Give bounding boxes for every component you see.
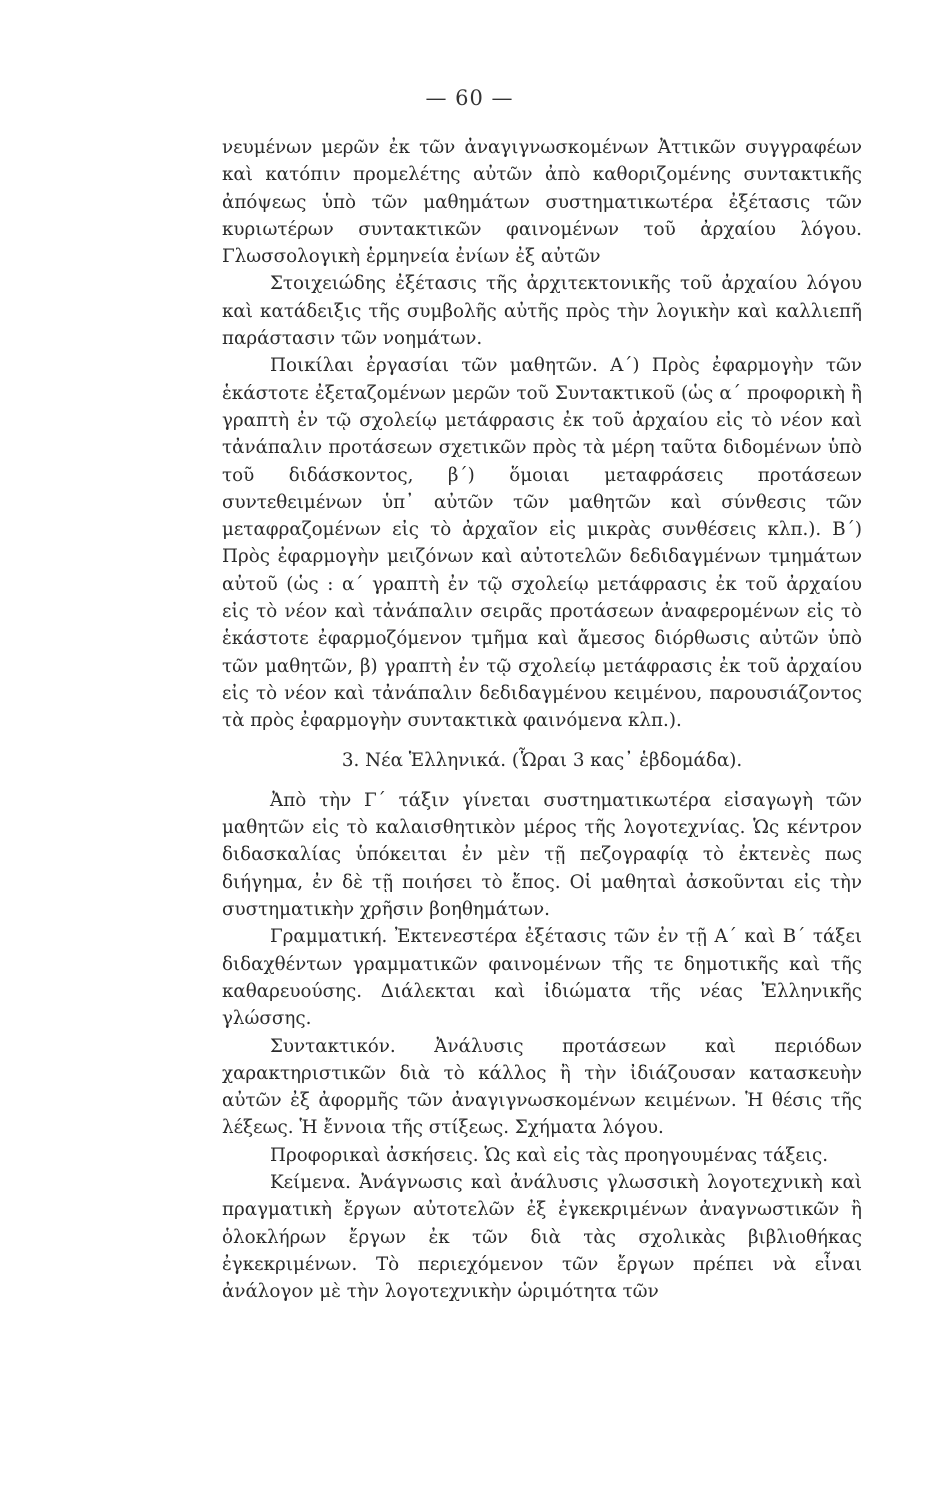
paragraph-student-exercises: Ποικίλαι ἐργασίαι τῶν μαθητῶν. Α΄) Πρὸς ἐφαρμογὴν τῶν ἑκάστοτε ἐξεταζομένων μερῶν τοῦ Συντακτικοῦ (ὡς α΄ προφορικὴ ἢ γραπτὴ ἐν τῷ σχολείῳ μετάφρασις ἐκ τοῦ ἀρχαίου εἰς τὸ νέον καὶ τἀνάπαλιν προτάσεων σχετικῶν πρὸς τὰ μέρη ταῦτα διδομένων ὑπὸ τοῦ διδάσκοντος, β΄) ὅμοιαι μεταφράσεις προτάσεων συντεθειμένων ὑπ᾽ αὐτῶν τῶν μαθητῶν καὶ σύνθεσις τῶν μεταφραζομένων εἰς τὸ ἀρχαῖον εἰς μικρὰς συνθέσεις κλπ.). Β΄) Πρὸς ἐφαρμογὴν μειζόνων καὶ αὐτοτελῶν δεδιδαγμένων τμημάτων αὐτοῦ (ὡς : α΄ γραπτὴ ἐν τῷ σχολείῳ μετάφρασις ἐκ τοῦ ἀρχαίου εἰς τὸ νέον καὶ τἀνάπαλιν σειρᾶς προτάσεων ἀναφερομένων εἰς τὸ ἑκάστοτε ἐφαρμοζόμενον τμῆμα καὶ ἄμεσος διόρθωσις αὐτῶν ὑπὸ τῶν μαθητῶν, β) γραπτὴ ἐν τῷ σχολείῳ μετάφρασις ἐκ τοῦ ἀρχαίου εἰς τὸ νέον καὶ τἀνάπαλιν δεδιδαγμένου κειμένου, παρουσιάζοντος τὰ πρὸς ἐφαρμογὴν συντακτικὰ φαινόμενα κλπ.). (222, 355, 862, 732)
paragraph-oral-exercises: Προφορικαὶ ἀσκήσεις. Ὡς καὶ εἰς τὰς προηγουμένας τάξεις. (270, 1144, 829, 1166)
paragraph-texts: Κείμενα. Ἀνάγνωσις καὶ ἀνάλυσις γλωσσικὴ λογοτεχνικὴ καὶ πραγματικὴ ἔργων αὐτοτελῶν ἐξ ἐγκεκριμένων ἀναγνωστικῶν ἢ ὁλοκλήρων ἔργων ἐκ τῶν διὰ τὰς σχολικὰς βιβλιοθήκας ἐγκεκριμένων. Τὸ περιεχόμενον τῶν ἔργων πρέπει νὰ εἶναι ἀνάλογον μὲ τὴν λογοτεχνικὴν ὡριμότητα τῶν (222, 1171, 862, 1303)
paragraph-intro: Ἀπὸ τὴν Γ΄ τάξιν γίνεται συστηματικωτέρα εἰσαγωγὴ τῶν μαθητῶν εἰς τὸ καλαισθητικὸν μέρος τῆς λογοτεχνίας. Ὡς κέντρον διδασκαλίας ὑπόκειται ἐν μὲν τῇ πεζογραφίᾳ τὸ ἐκτενὲς πως διήγημα, ἐν δὲ τῇ ποιήσει τὸ ἔπος. Οἱ μαθηταὶ ἀσκοῦνται εἰς τὴν συστηματικὴν χρῆσιν βοηθημάτων. (222, 789, 862, 921)
paragraph-grammar: Γραμματική. Ἐκτενεστέρα ἐξέτασις τῶν ἐν τῇ Α΄ καὶ Β΄ τάξει διδαχθέντων γραμματικῶν φαινομένων τῆς τε δημοτικῆς καὶ τῆς καθαρευούσης. Διάλεκται καὶ ἰδιώματα τῆς νέας Ἑλληνικῆς γλώσσης. (222, 926, 862, 1030)
section-heading: 3. Νέα Ἑλληνικά. (Ὧραι 3 κας᾽ ἑβδομάδα). (341, 749, 743, 771)
paragraph-syntax: Συντακτικόν. Ἀνάλυσις προτάσεων καὶ περιόδων χαρακτηριστικῶν διὰ τὸ κάλλος ἢ τὴν ἰδιάζουσαν κατασκευὴν αὐτῶν ἐξ ἀφορμῆς τῶν ἀναγιγνωσκομένων κειμένων. Ἡ θέσις τῆς λέξεως. Ἡ ἔννοια τῆς στίξεως. Σχήματα λόγου. (222, 1035, 862, 1139)
page-body (222, 134, 862, 1305)
paragraph-continuation: νευμένων μερῶν ἐκ τῶν ἀναγιγνωσκομένων Ἀττικῶν συγγραφέων καὶ κατόπιν προμελέτης αὐτῶν ἀπὸ καθοριζομένης συντακτικῆς ἀπόψεως ὑπὸ τῶν μαθημάτων συστηματικωτέρα ἐξέτασις τῶν κυριωτέρων συντακτικῶν φαινομένων τοῦ ἀρχαίου λόγου. Γλωσσολογικὴ ἑρμηνεία ἐνίων ἐξ αὐτῶν (222, 137, 862, 268)
page-number: — 60 — (425, 86, 514, 110)
paragraph-architecture: Στοιχειώδης ἐξέτασις τῆς ἀρχιτεκτονικῆς τοῦ ἀρχαίου λόγου καὶ κατάδειξις τῆς συμβολῆς αὐτῆς πρὸς τὴν λογικὴν καὶ καλλιεπῆ παράστασιν τῶν νοημάτων. (222, 273, 862, 350)
